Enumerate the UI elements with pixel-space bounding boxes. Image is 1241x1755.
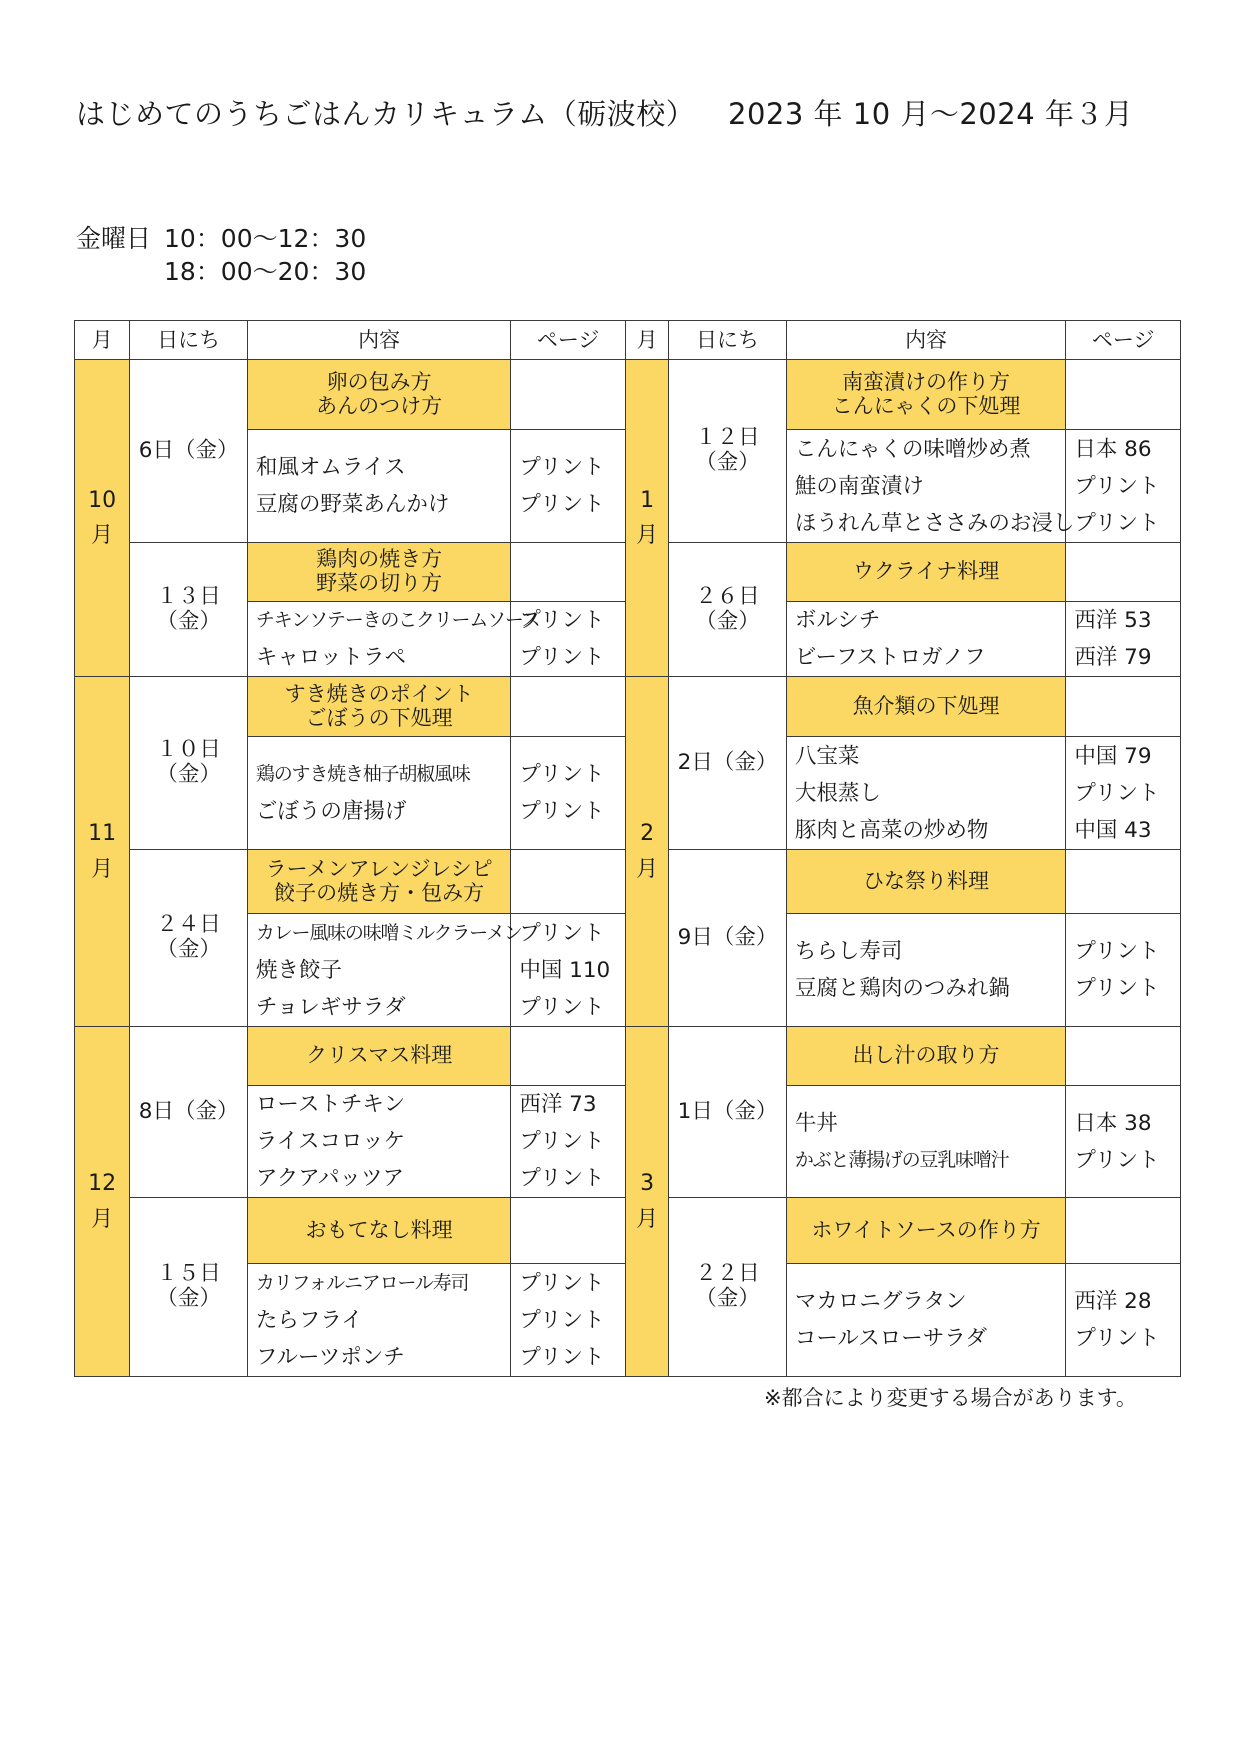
date-cell: 6日（金） bbox=[130, 360, 248, 543]
date-cell: １５日 （金） bbox=[130, 1198, 248, 1377]
month-cell: 12 月 bbox=[75, 1027, 130, 1377]
schedule-time-evening: 18：00～20：30 bbox=[164, 257, 367, 286]
header-date: 日にち bbox=[669, 321, 787, 360]
page-cell bbox=[1066, 543, 1181, 602]
month-cell: 10 月 bbox=[75, 360, 130, 677]
page-cell: プリント プリント bbox=[511, 737, 626, 850]
date-cell: 2日（金） bbox=[669, 677, 787, 850]
header-date: 日にち bbox=[130, 321, 248, 360]
change-notice: ※都合により変更する場合があります。 bbox=[764, 1386, 1137, 1410]
page-cell: プリント 中国 110 プリント bbox=[511, 914, 626, 1027]
dish-cell: 牛丼 かぶと薄揚げの豆乳味噌汁 bbox=[786, 1086, 1066, 1198]
page-cell: プリント プリント bbox=[1066, 914, 1181, 1027]
page-cell bbox=[511, 677, 626, 737]
topic-cell: 卵の包み方 あんのつけ方 bbox=[247, 360, 510, 430]
date-cell: １２日 （金） bbox=[669, 360, 787, 543]
dish-cell: 八宝菜 大根蒸し 豚肉と高菜の炒め物 bbox=[786, 737, 1066, 850]
page-cell: 日本 86 プリント プリント bbox=[1066, 430, 1181, 543]
page-cell: プリント プリント プリント bbox=[511, 1264, 626, 1377]
topic-cell: すき焼きのポイント ごぼうの下処理 bbox=[247, 677, 510, 737]
month-cell: 11 月 bbox=[75, 677, 130, 1027]
page-cell: 西洋 28 プリント bbox=[1066, 1264, 1181, 1377]
date-cell: ２６日 （金） bbox=[669, 543, 787, 677]
page-cell bbox=[1066, 1198, 1181, 1264]
table-row bbox=[75, 360, 1181, 430]
topic-cell: クリスマス料理 bbox=[247, 1027, 510, 1086]
dish-cell: こんにゃくの味噌炒め煮 鮭の南蛮漬け ほうれん草とささみのお浸し bbox=[786, 430, 1066, 543]
page-cell: プリント プリント bbox=[511, 602, 626, 677]
page-cell bbox=[511, 850, 626, 914]
header-page: ページ bbox=[1066, 321, 1181, 360]
header-month: 月 bbox=[75, 321, 130, 360]
page-cell bbox=[1066, 360, 1181, 430]
date-cell: ２４日 （金） bbox=[130, 850, 248, 1027]
page-cell bbox=[511, 1027, 626, 1086]
page-cell bbox=[511, 360, 626, 430]
page-cell: プリント プリント bbox=[511, 430, 626, 543]
header-page: ページ bbox=[511, 321, 626, 360]
dish-cell: ちらし寿司 豆腐と鶏肉のつみれ鍋 bbox=[786, 914, 1066, 1027]
date-cell: １０日 （金） bbox=[130, 677, 248, 850]
dish-cell: ローストチキン ライスコロッケ アクアパッツア bbox=[247, 1086, 510, 1198]
page-title: はじめてのうちごはんカリキュラム（砺波校） bbox=[76, 97, 696, 131]
page-cell: 中国 79 プリント 中国 43 bbox=[1066, 737, 1181, 850]
topic-cell: 出し汁の取り方 bbox=[786, 1027, 1066, 1086]
schedule-day-label: 金曜日 bbox=[76, 224, 152, 253]
schedule-time-morning: 10：00～12：30 bbox=[164, 224, 367, 253]
dish-cell: ボルシチ ビーフストロガノフ bbox=[786, 602, 1066, 677]
topic-cell: 魚介類の下処理 bbox=[786, 677, 1066, 737]
page-header bbox=[76, 92, 1166, 133]
topic-cell: ホワイトソースの作り方 bbox=[786, 1198, 1066, 1264]
dish-cell: 鶏のすき焼き柚子胡椒風味 ごぼうの唐揚げ bbox=[247, 737, 510, 850]
page-cell: 日本 38 プリント bbox=[1066, 1086, 1181, 1198]
page-cell bbox=[511, 1198, 626, 1264]
table-row bbox=[75, 1027, 1181, 1086]
table-header-row bbox=[75, 321, 1181, 360]
date-cell: １３日 （金） bbox=[130, 543, 248, 677]
page-cell bbox=[511, 543, 626, 602]
month-cell: 2 月 bbox=[625, 677, 668, 1027]
topic-cell: 鶏肉の焼き方 野菜の切り方 bbox=[247, 543, 510, 602]
page-cell bbox=[1066, 677, 1181, 737]
month-cell: 1 月 bbox=[625, 360, 668, 677]
topic-cell: ひな祭り料理 bbox=[786, 850, 1066, 914]
header-month: 月 bbox=[625, 321, 668, 360]
dish-cell: チキンソテーきのこクリームソース キャロットラペ bbox=[247, 602, 510, 677]
date-cell: 9日（金） bbox=[669, 850, 787, 1027]
topic-cell: ウクライナ料理 bbox=[786, 543, 1066, 602]
header-content: 内容 bbox=[247, 321, 510, 360]
topic-cell: 南蛮漬けの作り方 こんにゃくの下処理 bbox=[786, 360, 1066, 430]
table-row bbox=[75, 677, 1181, 737]
curriculum-period: 2023 年 10 月～2024 年３月 bbox=[728, 97, 1134, 131]
month-cell: 3 月 bbox=[625, 1027, 668, 1377]
date-cell: 1日（金） bbox=[669, 1027, 787, 1198]
date-cell: ２２日 （金） bbox=[669, 1198, 787, 1377]
header-content: 内容 bbox=[786, 321, 1066, 360]
topic-cell: ラーメンアレンジレシピ 餃子の焼き方・包み方 bbox=[247, 850, 510, 914]
dish-cell: マカロニグラタン コールスローサラダ bbox=[786, 1264, 1066, 1377]
class-schedule bbox=[76, 222, 366, 288]
dish-cell: カレー風味の味噌ミルクラーメン 焼き餃子 チョレギサラダ bbox=[247, 914, 510, 1027]
page-cell: 西洋 53 西洋 79 bbox=[1066, 602, 1181, 677]
page-cell bbox=[1066, 1027, 1181, 1086]
topic-cell: おもてなし料理 bbox=[247, 1198, 510, 1264]
curriculum-table bbox=[74, 320, 1181, 1377]
date-cell: 8日（金） bbox=[130, 1027, 248, 1198]
dish-cell: カリフォルニアロール寿司 たらフライ フルーツポンチ bbox=[247, 1264, 510, 1377]
page-cell: 西洋 73 プリント プリント bbox=[511, 1086, 626, 1198]
dish-cell: 和風オムライス 豆腐の野菜あんかけ bbox=[247, 430, 510, 543]
page-cell bbox=[1066, 850, 1181, 914]
